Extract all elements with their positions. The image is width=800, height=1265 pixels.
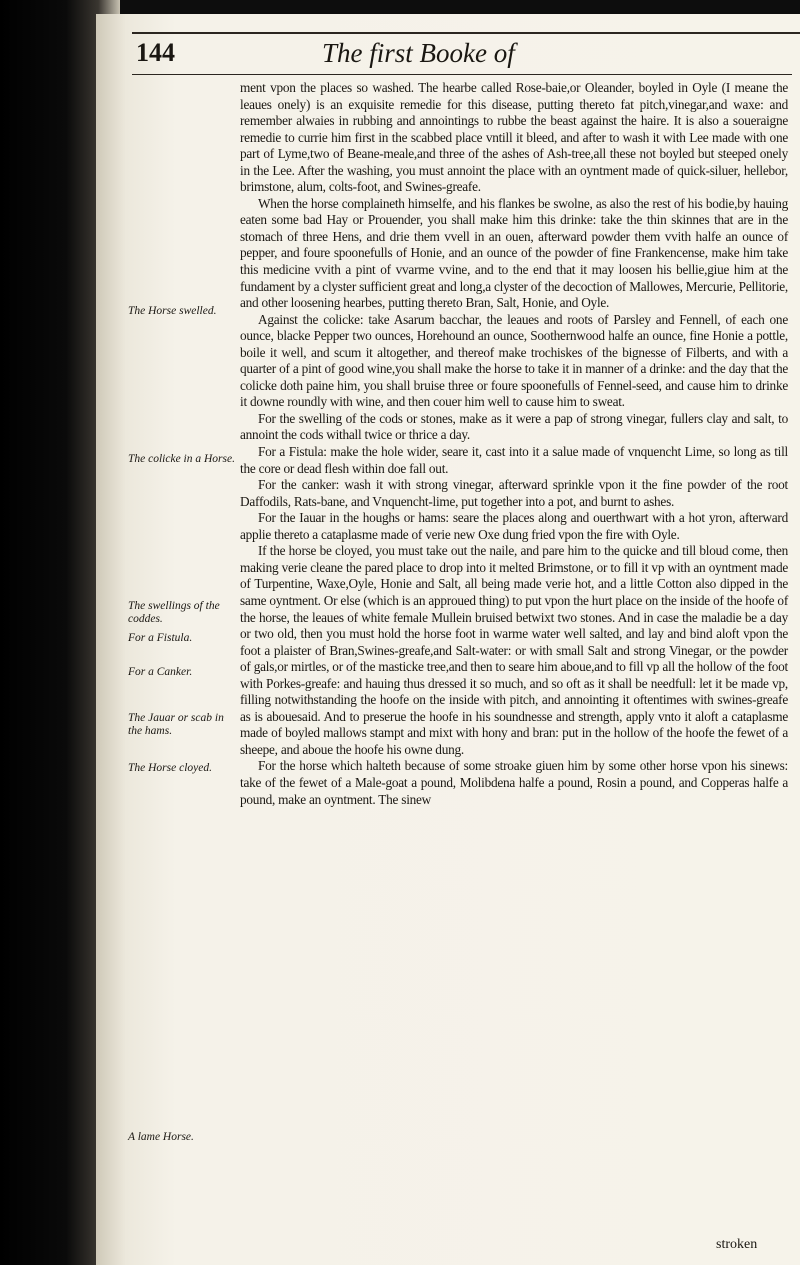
margin-note-swellings: The swellings of the coddes. <box>128 600 220 625</box>
paragraph-lame-horse: For the horse which halteth because of some stroake giuen him by some other horse vpon his sinews: take of the fewet of a Male-goat a pound, Molibdena halfe a pound, Rosin a pound, and Copperas halfe a pound, make an oyntment. The sinew <box>240 758 788 807</box>
paragraph-swelling-cods: For the swelling of the cods or stones, make as it were a pap of strong vinegar, fullers clay and salt, to annoint the cods withall twice or thrice a day. <box>240 410 788 443</box>
paragraph-cloyed-horse: If the horse be cloyed, you must take out the naile, and pare him to the quicke and till bloud come, then making verie cleane the pared place to drop into it melted Brimstone, or to fill it vp with an oyntment made of Turpentine, Waxe,Oyle, Honie and Salt, all being made verie hot, and a little Cotton also dipped in the same oyntment. Or else (which is an approued thing) to put vpon the hurt place on the inside of the hoofe of the horse, the leaues of white female Mullein bruised betwixt two stones. And in case the maladie be a day or two old, then you must hold the horse foot in warme water well salted, and lay and bind aloft vpon the foot a plaister of Bran,Swines-greafe,and Salt-water: or with small Salt and strong Vinegar, or the powder of gals,or mirtles, or of the masticke tree,and then to seare him aboue,and to fill vp all the hollow of the foot with Porkes-greafe: and hauing thus dressed it so much, and so oft as it shall be needfull: let it be made vp, filling notwithstanding the hoofe on the inside with pitch, and annointing it oftentimes with swines-greafe as is abouesaid. And to preserue the hoofe in his soundnesse and strength, apply vnto it aloft a cataplasme made of boyled mallows stampt and mixt with hony and bran: put in the hollow of the hoofe the fewet of a sheepe, and aboue the hoofe his owne dung. <box>240 543 788 757</box>
paragraph-canker: For the canker: wash it with strong vinegar, afterward sprinkle vpon it the fine powder of the root Daffodils, Rats-bane, and Vnquencht-lime, put together into a pot, and burnt to ashes. <box>240 477 788 509</box>
paragraph-jauar: For the Iauar in the houghs or hams: seare the places along and ouerthwart with a hot yron, afterward applie thereto a cataplasme made of verie new Oxe dung fried vpon the fire with Oyle. <box>240 510 788 542</box>
page-number: 144 <box>136 38 175 67</box>
page-header <box>132 38 792 78</box>
paragraph-fistula: For a Fistula: make the hole wider, seare it, cast into it a salue made of vnquencht Lime, so long as till the core or dead flesh within doe fall out. <box>240 444 788 476</box>
paragraph-colicke: Against the colicke: take Asarum bacchar, the leaues and roots of Parsley and Fennell, of each one ounce, blacke Pepper two ounces, Horehound an ounce, Soothernwood halfe an ounce, fine Honie a pottle, boile it well, and scum it altogether, and thereof make trochiskes of the bignesse of Filberts, and with a quarter of a pint of good wine,you shall make the horse to take it in manner of a drinke: and the day that the colicke doth paine him, you shall bruise three or foure spoonefulls of Fennel-seed, and cause him to drinke it downe roundly with wine, and then couer him well to cause him to sweat. <box>240 311 788 410</box>
margin-note-canker: For a Canker. <box>128 666 193 678</box>
margin-note-lame-horse: A lame Horse. <box>128 1131 194 1143</box>
running-title: The first Booke of <box>322 38 515 68</box>
margin-note-horse-swelled: The Horse swelled. <box>128 305 217 317</box>
catchword: stroken <box>716 1237 758 1252</box>
margin-note-fistula: For a Fistula. <box>128 632 193 644</box>
header-rule <box>132 74 792 75</box>
margin-note-jauar: The Jauar or scab in the hams. <box>128 712 224 737</box>
margin-note-colicke: The colicke in a Horse. <box>128 453 235 465</box>
paragraph-swelled-horse: When the horse complaineth himselfe, and his flankes be swolne, as also the rest of his bodie,by hauing eaten some bad Hay or Prouender, you shall make him this drinke: take the thin skinnes that are in the stomach of three Hens, and drie them vvell in an ouen, afterward powder them vvith halfe an ounce of pepper, and foure spoonefulls of Honie, and an ounce of the powder of fine Frankencense, make him take this medicine vvith a pint of vvarme vvine, and to the end that it may loosen his bellie,giue him at the fundament by a clyster sufficient great and long,a clyster of the decoction of Mallowes, Mercurie, Pellitorie, and other loosening hearbes, putting thereto Bran, Salt, Honie, and Oyle. <box>240 195 788 311</box>
margin-note-horse-cloyed: The Horse cloyed. <box>128 762 212 774</box>
top-rule <box>132 32 800 34</box>
body-text <box>240 80 788 808</box>
paragraph-scab-remedy: ment vpon the places so washed. The hearbe called Rose-baie,or Oleander, boyled in Oyle (I meane the leaues onely) is an exquisite remedie for this disease, putting thereto fat pitch,vinegar,and waxe: and remember alwaies in rubbing and annointings to rubbe the beast against the haire. It is also a soueraigne remedie to currie him first in the scabbed place vntill it bleed, and after to wash it with Lee made with one part of Lyme,two of Beane-meale,and three of the ashes of Ash-tree,all these not boyled but steeped onely in the Lee. After the washing, you must annoint the place with an oyntment made of quick-siluer, hellebor, brimstone, alum, colts-foot, and Swines-greafe. <box>240 80 788 195</box>
